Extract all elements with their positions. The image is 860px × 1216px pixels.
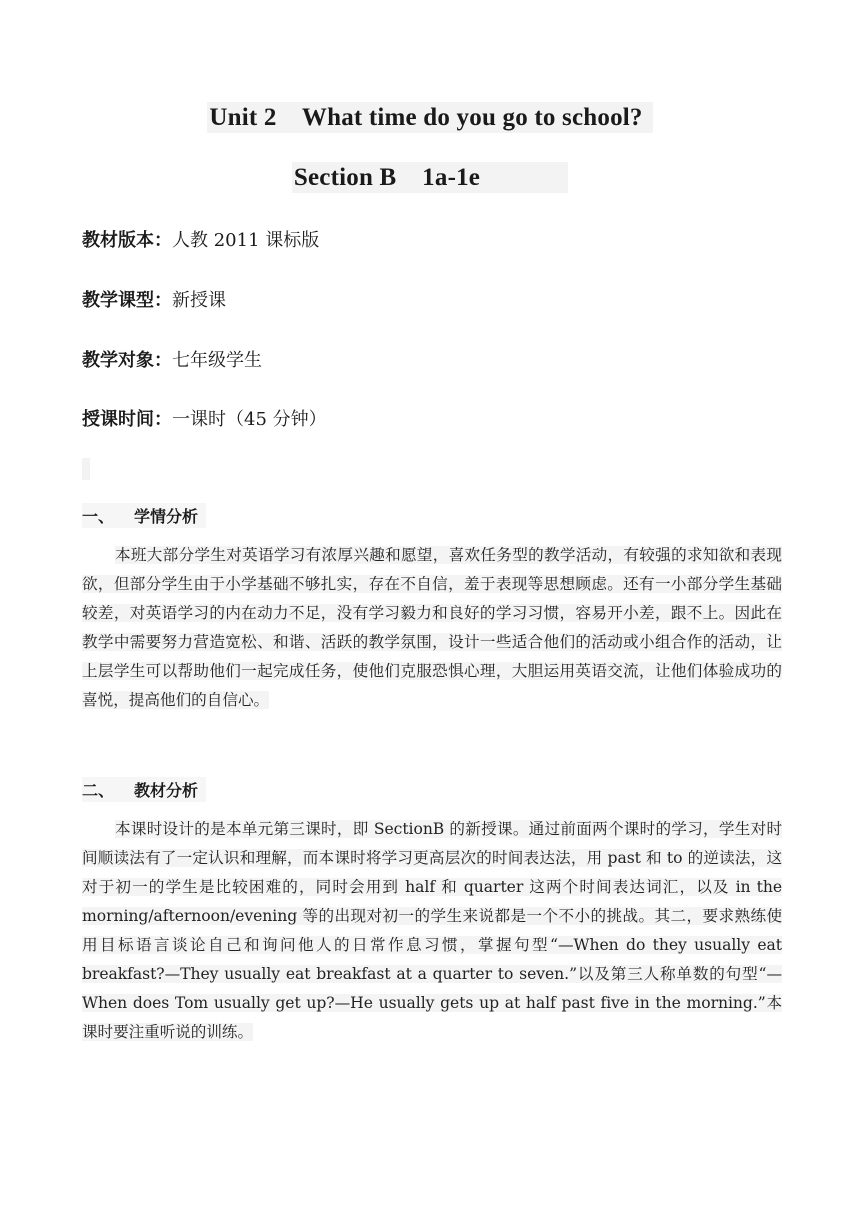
- empty-paragraph-marker: [82, 458, 90, 480]
- document-subtitle: [0, 164, 860, 192]
- meta-value: 人教 2011 课标版: [172, 230, 320, 251]
- document-subtitle-text: Section B 1a-1e: [292, 162, 568, 193]
- meta-label: 教材版本：: [82, 230, 172, 251]
- section-title: 学情分析: [134, 507, 199, 526]
- meta-value: 新授课: [172, 290, 226, 311]
- section-paragraph-student-analysis: [82, 541, 782, 715]
- document-title-text: Unit 2 What time do you go to school?: [207, 102, 652, 133]
- section-title: 教材分析: [134, 781, 199, 800]
- meta-audience: [82, 346, 262, 372]
- document-title: [0, 104, 860, 132]
- meta-label: 授课时间：: [82, 409, 172, 430]
- meta-lesson-time: [82, 405, 327, 431]
- section-paragraph-material-analysis: [82, 815, 782, 1047]
- meta-textbook-version: [82, 226, 319, 252]
- section-heading-student-analysis: [82, 503, 206, 528]
- meta-value: 七年级学生: [172, 350, 262, 371]
- section-heading-material-analysis: [82, 777, 206, 802]
- meta-label: 教学课型：: [82, 290, 172, 311]
- paragraph-text: 本班大部分学生对英语学习有浓厚兴趣和愿望，喜欢任务型的教学活动，有较强的求知欲和表现欲，但部分学生由于小学基础不够扎实，存在不自信，羞于表现等思想顾虑。还有一小部分学生基础较差，对英语学习的内在动力不足，没有学习毅力和良好的学习习惯，容易开小差，跟不上。因此在教学中需要努力营造宽松、和谐、活跃的教学氛围，设计一些适合他们的活动或小组合作的活动，让上层学生可以帮助他们一起完成任务，使他们克服恐惧心理，大胆运用英语交流，让他们体验成功的喜悦，提高他们的自信心。: [82, 546, 782, 709]
- paragraph-text: 本课时设计的是本单元第三课时，即 SectionB 的新授课。通过前面两个课时的学习，学生对时间顺读法有了一定认识和理解，而本课时将学习更高层次的时间表达法，用 past 和 to 的逆读法，这对于初一的学生是比较困难的，同时会用到 half 和 quarter 这两个时间表达词汇，以及 in the morning/afternoon/evening 等的出现对初一的学生来说都是一个不小的挑战。其二，要求熟练使用目标语言谈论自己和询问他人的日常作息习惯，掌握句型“—When do they usually eat breakfast?—They usually eat breakfast at a quarter to seven.”以及第三人称单数的句型“—When does Tom usually get up?—He usually gets up at half past five in the morning.”本课时要注重听说的训练。: [82, 820, 782, 1041]
- section-number: 二、: [82, 781, 115, 800]
- meta-label: 教学对象：: [82, 350, 172, 371]
- meta-value: 一课时（45 分钟）: [172, 409, 327, 430]
- meta-lesson-type: [82, 286, 226, 312]
- section-number: 一、: [82, 507, 115, 526]
